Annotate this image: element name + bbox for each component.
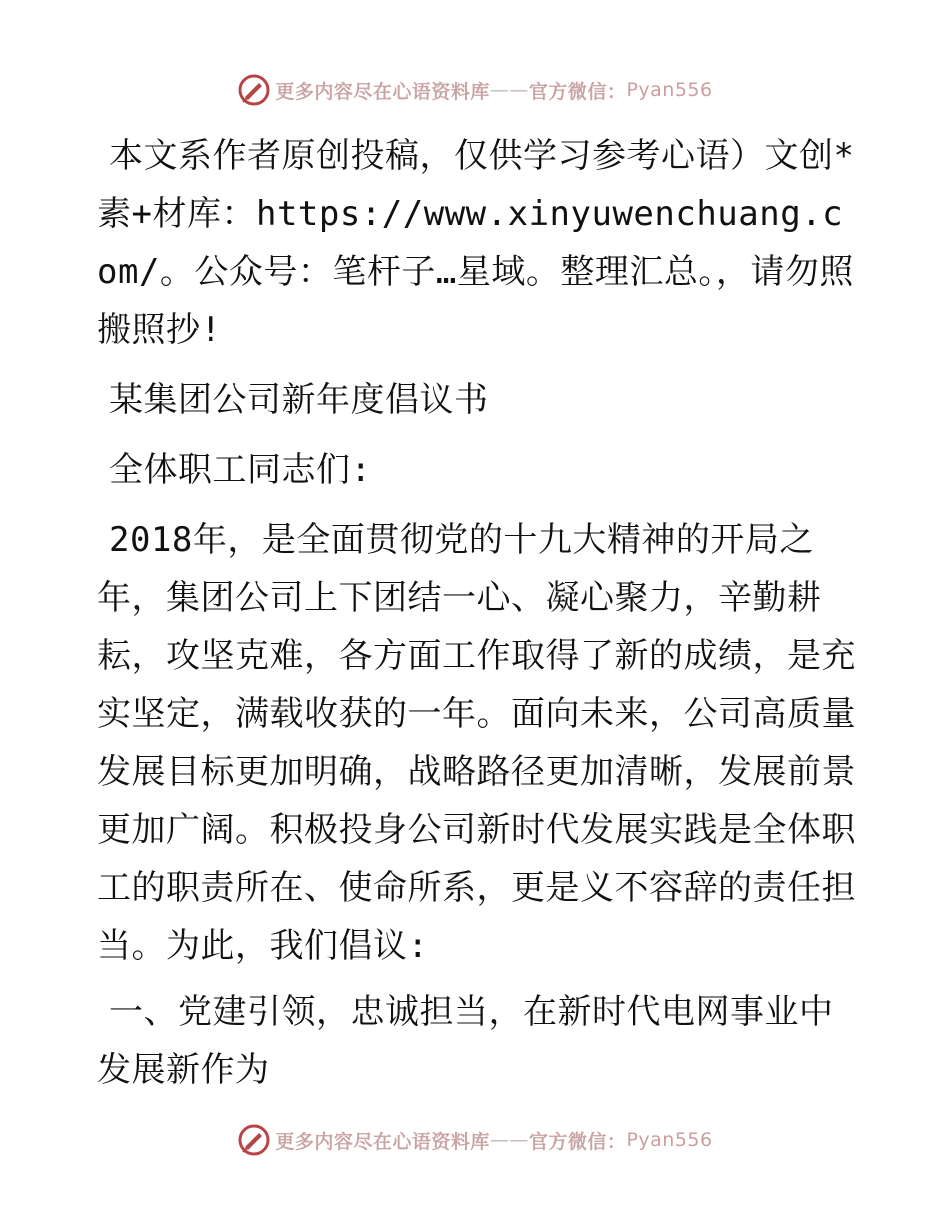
pen-logo-icon bbox=[237, 73, 271, 107]
watermark-lead: 更多内容尽在心语资料库 bbox=[275, 1130, 490, 1153]
section-heading-one: 一、党建引领，忠诚担当，在新时代电网事业中发展新作为 bbox=[97, 992, 834, 1090]
pen-logo-icon bbox=[237, 1123, 271, 1157]
watermark-handle: Pyan556 bbox=[626, 1129, 713, 1151]
watermark-footer bbox=[0, 1120, 950, 1160]
watermark-wechat-label: 官方微信： bbox=[528, 1130, 627, 1153]
watermark-handle: Pyan556 bbox=[626, 79, 713, 101]
body-paragraph: 2018年，是全面贯彻党的十九大精神的开局之年，集团公司上下团结一心、凝心聚力，辛勤耕耘，攻坚克难，各方面工作取得了新的成绩，是充实坚定，满载收获的一年。面向未来，公司高质量发展目标更加明确，战略路径更加清晰，发展前景更加广阔。积极投身公司新时代发展实践是全体职工的职责所在、使命所系，更是义不容辞的责任担当。为此，我们倡议: bbox=[97, 520, 856, 966]
watermark-lead: 更多内容尽在心语资料库 bbox=[275, 80, 490, 103]
salutation: 全体职工同志们: bbox=[109, 450, 372, 490]
watermark-wechat-label: 官方微信： bbox=[528, 80, 627, 103]
watermark-separator: —— bbox=[489, 1129, 529, 1151]
watermark-separator: —— bbox=[489, 79, 529, 101]
watermark-header bbox=[0, 70, 950, 110]
document-title: 某集团公司新年度倡议书 bbox=[109, 380, 489, 420]
copyright-notice: 本文系作者原创投稿，仅供学习参考心语）文创*素+材库：https://www.xinyuwenchuang.com/。公众号：笔杆子…星域。整理汇总。，请勿照搬照抄! bbox=[97, 136, 855, 350]
document-body bbox=[97, 127, 857, 1099]
